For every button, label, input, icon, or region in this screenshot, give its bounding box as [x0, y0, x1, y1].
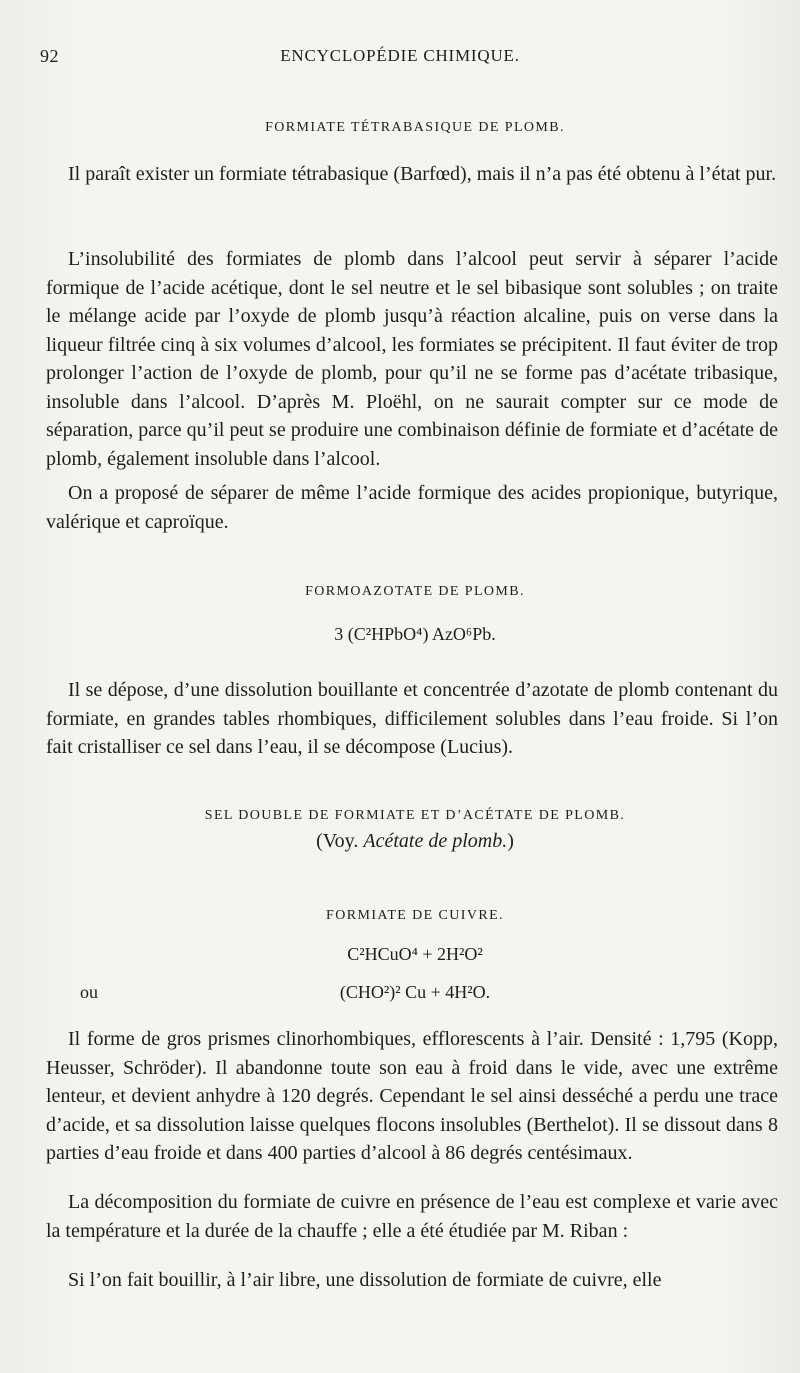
chemical-formula: 3 (C²HPbO⁴) AzO⁶Pb.	[334, 624, 496, 644]
page-number: 92	[40, 46, 59, 66]
section-title-formiate-tetrabasique: FORMIATE TÉTRABASIQUE DE PLOMB.	[265, 120, 565, 135]
paragraph: Si l’on fait bouillir, à l’air libre, une dissolution de formiate de cuivre, elle	[68, 1269, 662, 1291]
chemical-formula: C²HCuO⁴ + 2H²O²	[347, 944, 483, 964]
cross-reference-target: Acétate de plomb.	[363, 830, 508, 852]
cross-reference-suffix: )	[507, 830, 514, 852]
paragraph: L’insolubilité des formiates de plomb dans l’alcool peut servir à séparer l’acide formique de l’acide acétique, dont le sel neutre et le sel bibasique sont solubles ; on traite le mélange acide par l’oxyde de plomb jusqu’à réaction alcaline, puis on verse dans la liqueur filtrée cinq à six volumes d’alcool, les formiates se précipitent. Il faut éviter de trop prolonger l’action de l’oxyde de plomb, pour qu’il ne se forme pas d’acétate tribasique, insoluble dans l’alcool. D’après M. Ploëhl, on ne saurait compter sur ce mode de séparation, parce qu’il peut se produire une combinaison définie de formiate et d’acétate de plomb, également insoluble dans l’alcool.	[46, 248, 778, 470]
running-head	[0, 46, 800, 70]
paragraph: Il se dépose, d’une dissolution bouillante et concentrée d’azotate de plomb contenant du formiate, en grandes tables rhombiques, difficilement solubles dans l’eau froide. Si l’on fait cristalliser ce sel dans l’eau, il se décompose (Lucius).	[46, 679, 778, 758]
conjunction-ou: ou	[80, 982, 98, 1002]
section-title-sel-double: SEL DOUBLE DE FORMIATE ET D’ACÉTATE DE PLOMB.	[204, 808, 626, 823]
chemical-formula: (CHO²)² Cu + 4H²O.	[339, 982, 491, 1002]
paragraph: Il forme de gros prismes clinorhombiques, efflorescents à l’air. Densité : 1,795 (Kopp, Heusser, Schröder). Il abandonne toute son eau à froid dans le vide, avec une extrême lenteur, et devient anhydre à 120 degrés. Cependant le sel ainsi desséché a perdu une trace d’acide, et sa dissolution laisse quelques flocons insolubles (Berthelot). Il se dissout dans 8 parties d’eau froide et dans 400 parties d’alcool à 86 degrés centésimaux.	[46, 1028, 778, 1164]
section-title-formoazotate: FORMOAZOTATE DE PLOMB.	[305, 584, 525, 599]
paragraph: Il paraît exister un formiate tétrabasique (Barfœd), mais il n’a pas été obtenu à l’état pur.	[68, 163, 777, 185]
cross-reference-prefix: (Voy.	[316, 830, 364, 852]
cross-reference	[0, 830, 800, 853]
section-title-formiate-de-cuivre: FORMIATE DE CUIVRE.	[326, 908, 504, 923]
paragraph: La décomposition du formiate de cuivre en présence de l’eau est complexe et varie avec la température et la durée de la chauffe ; elle a été étudiée par M. Riban :	[46, 1191, 778, 1242]
running-title: ENCYCLOPÉDIE CHIMIQUE.	[280, 46, 520, 65]
paragraph: On a proposé de séparer de même l’acide formique des acides propionique, butyrique, valérique et caproïque.	[46, 482, 778, 533]
